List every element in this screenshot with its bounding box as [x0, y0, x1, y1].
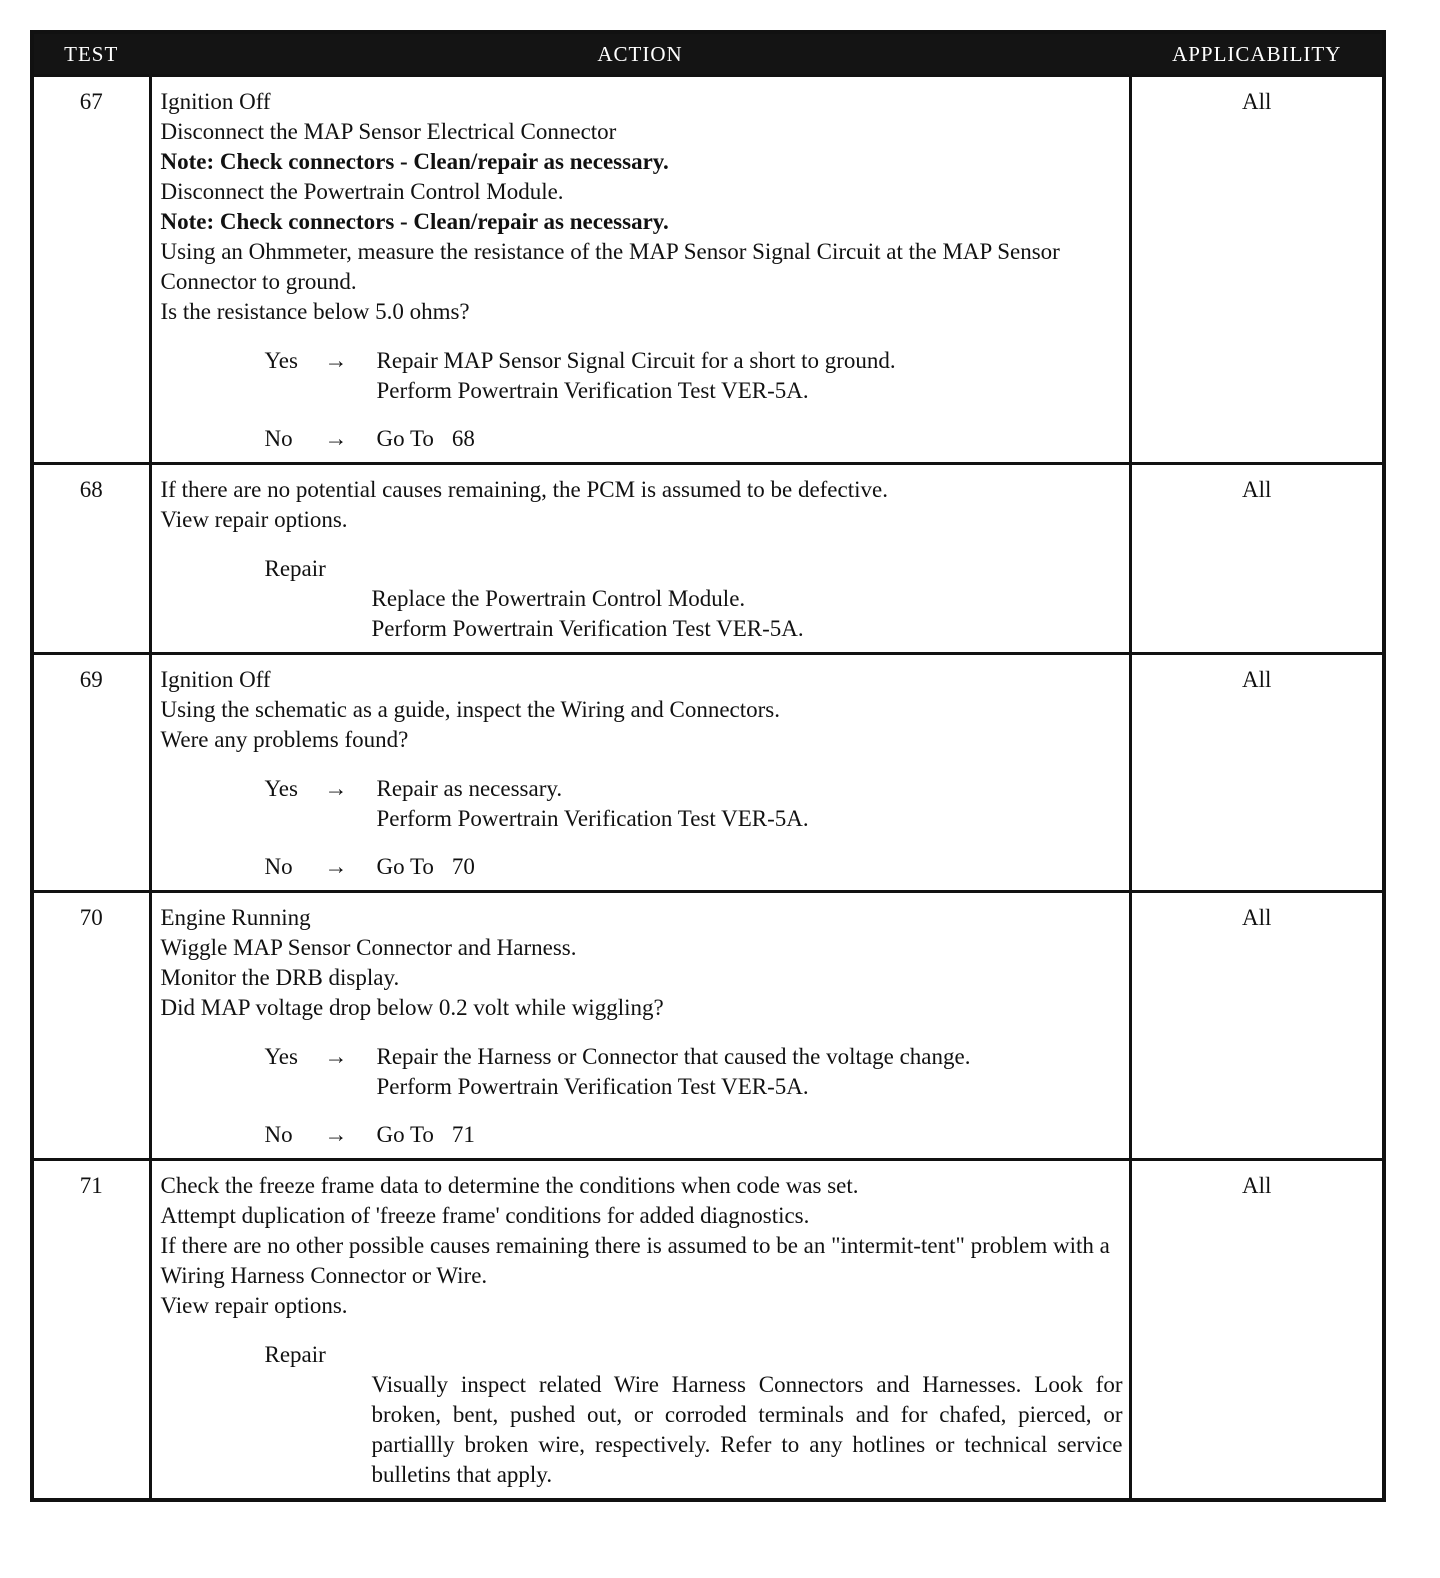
- goto-target: 71: [451, 1122, 475, 1147]
- repair-line: Visually inspect related Wire Harness Connectors and Harnesses. Look for broken, bent, pushed out, or corroded terminals and for chafed, pierced, or partiallly broken wire, respectively. Refer to any hotlines or technical service bulletins that apply.: [371, 1372, 1123, 1487]
- action-question: Did MAP voltage drop below 0.2 volt while wiggling?: [160, 995, 664, 1020]
- result-line: Perform Powertrain Verification Test VER-5A.: [376, 1074, 809, 1099]
- action-question: Were any problems found?: [160, 727, 409, 752]
- test-number: 71: [32, 1160, 150, 1501]
- test-row-67: [32, 76, 1384, 464]
- action-step: Check the freeze frame data to determine the conditions when code was set.: [160, 1173, 859, 1198]
- repair-label: Repair: [264, 1342, 326, 1367]
- repair-label: Repair: [264, 556, 326, 581]
- goto-label: Go To: [376, 854, 434, 879]
- table-header-row: [32, 32, 1384, 76]
- action-note: Note: Check connectors - Clean/repair as necessary.: [160, 149, 669, 174]
- yes-branch: [265, 1042, 1123, 1102]
- action-cell: [150, 464, 1130, 654]
- no-branch: [265, 424, 1123, 454]
- no-result: [377, 852, 1123, 882]
- applicability: All: [1130, 76, 1384, 464]
- result-line: Perform Powertrain Verification Test VER-5A.: [376, 378, 809, 403]
- applicability: All: [1130, 654, 1384, 892]
- action-step: Engine Running: [160, 905, 311, 930]
- test-number: 68: [32, 464, 150, 654]
- result-line: Repair as necessary.: [376, 776, 563, 801]
- yes-result: [377, 1042, 1123, 1102]
- action-step: View repair options.: [160, 1293, 348, 1318]
- goto-target: 68: [451, 426, 475, 451]
- no-result: [377, 424, 1123, 454]
- yes-label: Yes: [264, 348, 298, 373]
- test-row-68: [32, 464, 1384, 654]
- diagnostic-procedure-sheet: [30, 30, 1382, 1502]
- no-label: No: [264, 1122, 293, 1147]
- action-step: Wiggle MAP Sensor Connector and Harness.: [160, 935, 577, 960]
- no-result: [377, 1120, 1123, 1150]
- goto-label: Go To: [376, 426, 434, 451]
- column-header-test: TEST: [32, 32, 150, 76]
- action-step: Disconnect the Powertrain Control Module.: [160, 179, 564, 204]
- goto-target: 70: [451, 854, 475, 879]
- action-step: Ignition Off: [160, 667, 271, 692]
- repair-line: Replace the Powertrain Control Module.: [371, 586, 746, 611]
- repair-instructions: [372, 584, 1123, 644]
- right-arrow-icon: →: [324, 1044, 348, 1069]
- action-note: Note: Check connectors - Clean/repair as necessary.: [160, 209, 669, 234]
- action-step: If there are no other possible causes remaining there is assumed to be an "intermit-tent" problem with a Wiring Harness Connector or Wire.: [160, 1233, 1110, 1288]
- column-header-action: ACTION: [150, 32, 1130, 76]
- action-step: Using an Ohmmeter, measure the resistance of the MAP Sensor Signal Circuit at the MAP Sensor Connector to ground.: [160, 239, 1060, 294]
- right-arrow-icon: →: [324, 854, 348, 879]
- action-cell: [150, 1160, 1130, 1501]
- column-header-applicability: APPLICABILITY: [1130, 32, 1384, 76]
- test-number: 69: [32, 654, 150, 892]
- repair-line: Perform Powertrain Verification Test VER-5A.: [371, 616, 804, 641]
- yes-label: Yes: [264, 776, 298, 801]
- action-step: Attempt duplication of 'freeze frame' conditions for added diagnostics.: [160, 1203, 810, 1228]
- yes-label: Yes: [264, 1044, 298, 1069]
- action-step: Ignition Off: [160, 89, 271, 114]
- no-label: No: [264, 426, 293, 451]
- applicability: All: [1130, 464, 1384, 654]
- applicability: All: [1130, 1160, 1384, 1501]
- no-branch: [265, 1120, 1123, 1150]
- diagnostic-test-table: [30, 30, 1386, 1502]
- action-step: Disconnect the MAP Sensor Electrical Connector: [160, 119, 617, 144]
- right-arrow-icon: →: [324, 776, 348, 801]
- right-arrow-icon: →: [324, 426, 348, 451]
- no-label: No: [264, 854, 293, 879]
- action-step: If there are no potential causes remaining, the PCM is assumed to be defective.: [160, 477, 888, 502]
- result-line: Perform Powertrain Verification Test VER-5A.: [376, 806, 809, 831]
- applicability: All: [1130, 892, 1384, 1160]
- action-cell: [150, 654, 1130, 892]
- no-branch: [265, 852, 1123, 882]
- test-number: 67: [32, 76, 150, 464]
- action-step: View repair options.: [160, 507, 348, 532]
- goto-label: Go To: [376, 1122, 434, 1147]
- action-cell: [150, 76, 1130, 464]
- action-cell: [150, 892, 1130, 1160]
- action-step: Using the schematic as a guide, inspect the Wiring and Connectors.: [160, 697, 780, 722]
- yes-branch: [265, 774, 1123, 834]
- result-line: Repair MAP Sensor Signal Circuit for a short to ground.: [376, 348, 896, 373]
- right-arrow-icon: →: [324, 348, 348, 373]
- test-row-71: [32, 1160, 1384, 1501]
- yes-result: [377, 774, 1123, 834]
- test-row-69: [32, 654, 1384, 892]
- repair-instructions: [372, 1370, 1123, 1490]
- result-line: Repair the Harness or Connector that caused the voltage change.: [376, 1044, 971, 1069]
- test-row-70: [32, 892, 1384, 1160]
- right-arrow-icon: →: [324, 1122, 348, 1147]
- test-number: 70: [32, 892, 150, 1160]
- yes-result: [377, 346, 1123, 406]
- yes-branch: [265, 346, 1123, 406]
- action-question: Is the resistance below 5.0 ohms?: [160, 299, 470, 324]
- action-step: Monitor the DRB display.: [160, 965, 400, 990]
